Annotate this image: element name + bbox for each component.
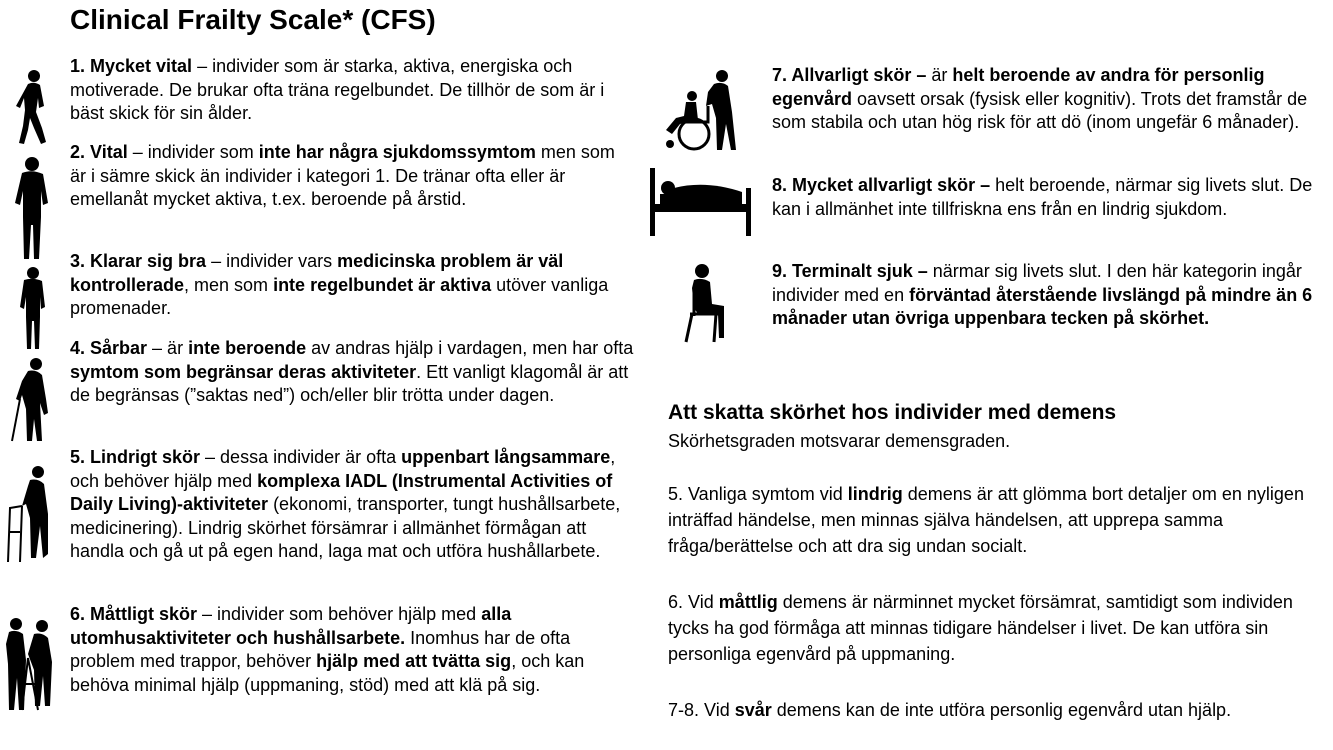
dementia-paragraph xyxy=(668,428,1318,454)
text-segment: – individer som xyxy=(127,142,259,162)
text-segment: oavsett orsak (fysisk eller kognitiv). Trots det framstår de som stabila och utan hög risk för att dö (inom ungefär 6 månader). xyxy=(772,88,1308,132)
dementia-paragraph xyxy=(668,481,1318,559)
bold-text-segment: 8. Mycket allvarligt skör – xyxy=(772,175,991,195)
frailty-level-7 xyxy=(772,64,1317,135)
frailty-level-3 xyxy=(70,250,635,321)
wheelchair-icon xyxy=(650,68,746,154)
bold-text-segment: medicinska problem är väl kontrollerade xyxy=(70,251,564,295)
seated-person-icon xyxy=(680,262,728,344)
bold-text-segment: hjälp med att tvätta sig xyxy=(316,651,512,671)
standing-person-icon xyxy=(10,155,54,263)
text-segment: av andras hjälp i vardagen, men har ofta xyxy=(306,338,634,358)
bold-text-segment: 3. Klarar sig bra xyxy=(70,251,207,271)
frailty-level-5 xyxy=(70,446,635,564)
text-segment: närmar sig livets slut. I den här kategorin ingår individer med en xyxy=(772,261,1302,305)
frailty-level-1 xyxy=(70,55,635,126)
bold-text-segment: helt beroende av andra för personlig egenvård xyxy=(772,65,1265,109)
text-segment: 6. Vid xyxy=(668,592,719,612)
bold-text-segment: 9. Terminalt sjuk – xyxy=(772,261,928,281)
text-segment: – individer som behöver hjälp med xyxy=(197,604,482,624)
text-segment: , och kan behöva minimal hjälp (uppmaning, stöd) med att klä på sig. xyxy=(70,651,585,695)
frailty-level-8 xyxy=(772,174,1317,221)
bold-text-segment: 4. Sårbar xyxy=(70,338,148,358)
text-segment: , och behöver hjälp med xyxy=(70,447,616,491)
text-segment: – dessa individer är ofta xyxy=(200,447,402,467)
standing-person-icon xyxy=(14,265,52,351)
bold-text-segment: 7. Allvarligt skör – xyxy=(772,65,927,85)
person-with-cane-icon xyxy=(6,355,58,445)
text-segment: utöver vanliga promenader. xyxy=(70,274,609,318)
text-segment: , men som xyxy=(184,274,274,295)
frailty-level-9 xyxy=(772,260,1317,331)
text-segment: demens är att glömma bort detaljer om en nyligen inträffad händelse, men minnas själva händelsen, att upprepa samma fråga/berättelse och att dra sig undan socialt. xyxy=(668,484,1304,556)
bold-text-segment: 6. Måttligt skör xyxy=(70,604,198,624)
text-segment: men som är i sämre skick än individer i kategori 1. De tränar ofta eller är emellanåt mycket aktiva, t.ex. beroende på årstid. xyxy=(70,142,615,209)
bold-text-segment: inte beroende xyxy=(188,338,307,358)
text-segment: helt beroende, närmar sig livets slut. De kan i allmänhet inte tillfriskna ens från en lindrig sjukdom. xyxy=(772,175,1313,219)
text-segment: Inomhus har de ofta problem med trappor, behöver xyxy=(70,627,571,671)
bold-text-segment: inte har några sjukdomssymtom xyxy=(258,142,536,162)
bold-text-segment: 1. Mycket vital xyxy=(70,56,193,76)
bold-text-segment: lindrig xyxy=(847,484,903,504)
bold-text-segment: alla utomhusaktiviteter och hushållsarbete. xyxy=(70,604,512,648)
frailty-level-6 xyxy=(70,603,635,697)
bold-text-segment: 5. Lindrigt skör xyxy=(70,447,201,467)
bold-text-segment: uppenbart långsammare xyxy=(401,447,611,467)
bold-text-segment: komplexa IADL (Instrumental Activities of Daily Living)-aktiviteter xyxy=(70,470,613,514)
person-with-helper-icon xyxy=(2,614,60,714)
bold-text-segment: inte regelbundet är aktiva xyxy=(273,274,492,295)
bold-text-segment: symtom som begränsar deras aktiviteter xyxy=(70,361,417,382)
person-with-walker-icon xyxy=(4,462,56,566)
bold-text-segment: 2. Vital xyxy=(70,142,128,162)
bold-text-segment: svår xyxy=(734,700,772,720)
frailty-level-2 xyxy=(70,141,635,212)
text-segment: – individer som är starka, aktiva, energiska och motiverade. De brukar ofta träna regelbundet. De tillhör de som är i bäst skick för sin ålder. xyxy=(70,56,605,123)
text-segment: 5. Vanliga symtom vid xyxy=(668,484,848,504)
page-title: Clinical Frailty Scale* (CFS) xyxy=(70,4,436,35)
dementia-paragraph xyxy=(668,589,1318,667)
person-in-bed-icon xyxy=(646,166,754,238)
text-segment: demens kan de inte utföra personlig egenvård utan hjälp. xyxy=(771,700,1232,720)
text-segment: Skörhetsgraden motsvarar demensgraden. xyxy=(668,431,1011,451)
text-segment: – individer vars xyxy=(206,251,338,271)
text-segment: är xyxy=(926,65,953,85)
text-segment: 7-8. Vid xyxy=(668,700,735,720)
bold-text-segment: förväntad återstående livslängd på mindre än 6 månader utan övriga uppenbara tecken på skörhet. xyxy=(772,284,1313,328)
walking-person-icon xyxy=(12,68,54,150)
text-segment: demens är närminnet mycket försämrat, samtidigt som individen tycks ha god förmåga att minnas tidigare händelser i livet. De kan utföra sin personliga egenvård på uppmaning. xyxy=(668,592,1293,664)
text-segment: (ekonomi, transporter, tungt hushållsarbete, medicinering). Lindrig skörhet försämrar i allmänhet förmågan att handla och gå ut på egen hand, laga mat och utföra hushållarbete. xyxy=(70,494,621,561)
text-segment: . Ett vanligt klagomål är att de begränsas (”saktas ned”) och/eller blir trötta under dagen. xyxy=(70,361,629,405)
text-segment: – är xyxy=(147,338,189,358)
bold-text-segment: måttlig xyxy=(718,592,778,612)
frailty-level-4 xyxy=(70,337,635,408)
dementia-heading: Att skatta skörhet hos individer med demens xyxy=(668,401,1117,424)
dementia-paragraph xyxy=(668,697,1318,723)
